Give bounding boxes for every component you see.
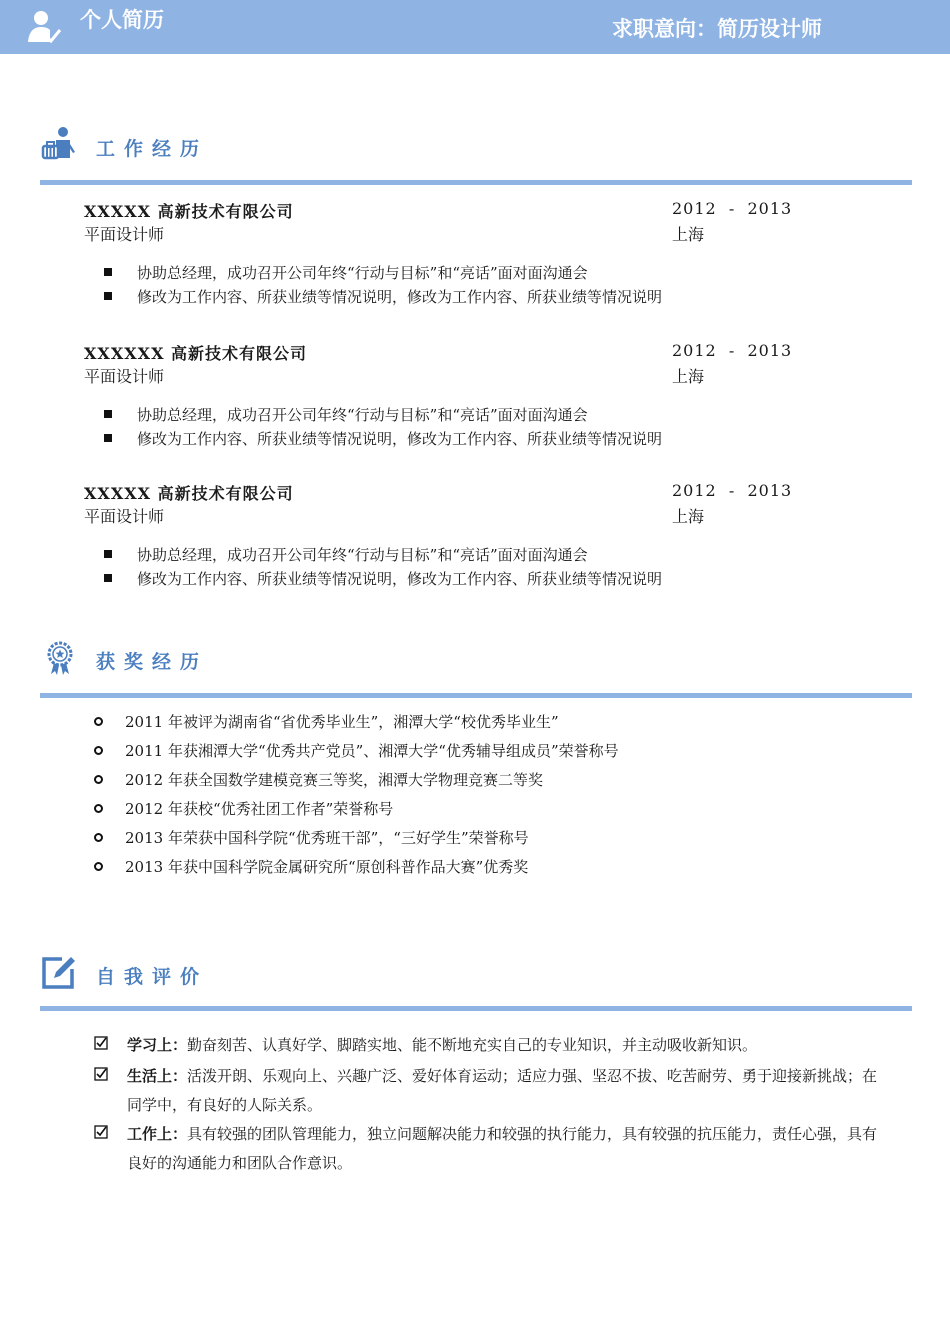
self-eval-text: 勤奋刻苦、认真好学、脚踏实地、能不断地充实自己的专业知识，并主动吸收新知识。 bbox=[187, 1036, 758, 1054]
awards-section-divider bbox=[40, 693, 912, 698]
job-period: 2012 - 2013 bbox=[672, 199, 793, 218]
job-company: XXXXX 高新技术有限公司 bbox=[84, 484, 294, 503]
circle-bullet-icon bbox=[94, 775, 103, 784]
circle-bullet-icon bbox=[94, 804, 103, 813]
self-eval-item bbox=[94, 1120, 894, 1178]
square-bullet-icon bbox=[104, 550, 112, 558]
self-eval-label: 生活上： bbox=[127, 1067, 188, 1085]
award-item: 2013 年获中国科学院金属研究所“原创科普作品大赛”优秀奖 bbox=[94, 856, 528, 877]
award-item: 2012 年获全国数学建模竞赛三等奖，湘潭大学物理竞赛二等奖 bbox=[94, 769, 543, 790]
job-company: XXXXX 高新技术有限公司 bbox=[84, 202, 294, 221]
job-bullet: 协助总经理，成功召开公司年终“行动与目标”和“亮话”面对面沟通会 bbox=[104, 262, 588, 283]
resume-title: 个人简历 bbox=[80, 8, 164, 32]
checked-box-icon bbox=[94, 1125, 108, 1139]
square-bullet-icon bbox=[104, 434, 112, 442]
square-bullet-icon bbox=[104, 268, 112, 276]
job-role: 平面设计师 bbox=[84, 507, 165, 526]
square-bullet-icon bbox=[104, 292, 112, 300]
job-period: 2012 - 2013 bbox=[672, 341, 793, 360]
award-item: 2011 年被评为湖南省“省优秀毕业生”，湘潭大学“校优秀毕业生” bbox=[94, 711, 559, 732]
job-period: 2012 - 2013 bbox=[672, 481, 793, 500]
self-eval-item bbox=[94, 1031, 894, 1060]
square-bullet-icon bbox=[104, 410, 112, 418]
work-section-title: 工作经历 bbox=[96, 138, 209, 160]
award-item: 2011 年获湘潭大学“优秀共产党员”、湘潭大学“优秀辅导组成员”荣誉称号 bbox=[94, 740, 619, 761]
edit-icon bbox=[40, 954, 76, 990]
job-bullet: 修改为工作内容、所获业绩等情况说明，修改为工作内容、所获业绩等情况说明 bbox=[104, 286, 662, 307]
self-eval-item bbox=[94, 1062, 894, 1120]
job-intent: 求职意向：简历设计师 bbox=[612, 17, 822, 41]
job-city: 上海 bbox=[672, 507, 705, 526]
square-bullet-icon bbox=[104, 574, 112, 582]
checked-box-icon bbox=[94, 1067, 108, 1081]
work-section-divider bbox=[40, 180, 912, 185]
job-bullet: 修改为工作内容、所获业绩等情况说明，修改为工作内容、所获业绩等情况说明 bbox=[104, 568, 662, 589]
job-role: 平面设计师 bbox=[84, 225, 165, 244]
job-bullet: 协助总经理，成功召开公司年终“行动与目标”和“亮话”面对面沟通会 bbox=[104, 544, 588, 565]
self-eval-text: 活泼开朗、乐观向上、兴趣广泛、爱好体育运动；适应力强、坚忍不拔、吃苦耐劳、勇于迎接新挑战；在同学中，有良好的人际关系。 bbox=[127, 1067, 878, 1114]
job-bullet: 修改为工作内容、所获业绩等情况说明，修改为工作内容、所获业绩等情况说明 bbox=[104, 428, 662, 449]
job-city: 上海 bbox=[672, 367, 705, 386]
businessman-icon bbox=[40, 126, 76, 162]
user-check-icon bbox=[26, 8, 62, 44]
job-role: 平面设计师 bbox=[84, 367, 165, 386]
self-eval-section-divider bbox=[40, 1006, 912, 1011]
award-item: 2013 年荣获中国科学院“优秀班干部”，“三好学生”荣誉称号 bbox=[94, 827, 529, 848]
circle-bullet-icon bbox=[94, 833, 103, 842]
job-company: XXXXXX 高新技术有限公司 bbox=[84, 344, 308, 363]
circle-bullet-icon bbox=[94, 717, 103, 726]
award-item: 2012 年获校“优秀社团工作者”荣誉称号 bbox=[94, 798, 393, 819]
job-city: 上海 bbox=[672, 225, 705, 244]
checked-box-icon bbox=[94, 1036, 108, 1050]
circle-bullet-icon bbox=[94, 862, 103, 871]
awards-section-title: 获奖经历 bbox=[96, 651, 209, 673]
header-bar bbox=[0, 0, 950, 54]
self-eval-label: 工作上： bbox=[127, 1125, 188, 1143]
job-bullet: 协助总经理，成功召开公司年终“行动与目标”和“亮话”面对面沟通会 bbox=[104, 404, 588, 425]
self-eval-label: 学习上： bbox=[127, 1036, 188, 1054]
medal-icon bbox=[42, 640, 78, 676]
self-eval-section-title: 自我评价 bbox=[96, 966, 209, 988]
self-eval-text: 具有较强的团队管理能力，独立问题解决能力和较强的执行能力，具有较强的抗压能力，责任心强，具有良好的沟通能力和团队合作意识。 bbox=[127, 1125, 878, 1172]
circle-bullet-icon bbox=[94, 746, 103, 755]
